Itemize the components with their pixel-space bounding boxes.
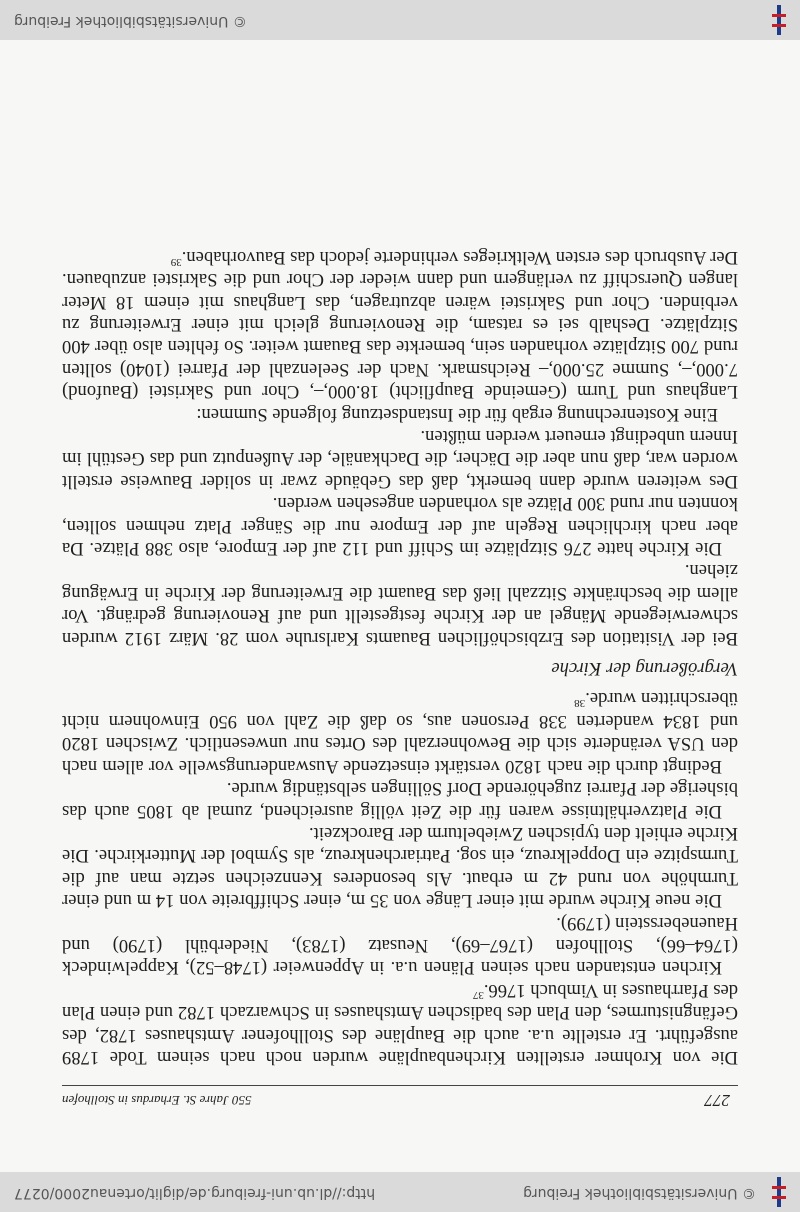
- paragraph: Kirchen entstanden nach seinen Plänen u.a. in Appenweier (1748–52), Kappelwindeck (1764–66), Stollhofen (1767–69), Neusatz (1783), Niederbühl (1790) und Hauenebersstein (1799).: [62, 912, 738, 979]
- footnote-ref: 39: [170, 255, 182, 268]
- paragraph: Bedingt durch die nach 1820 verstärkt einsetzende Auswanderungswelle vor allem nach den USA veränderte sich die Bewohnerzahl des Ortes nur unwesentlich. Zwischen 1820 und 1834 wanderten 338 Personen aus, so daß die Zahl von 950 Einwohnern nicht überschritten wurde.$^{38}$: [62, 688, 738, 777]
- paragraph: Die Platzverhältnisse waren für die Zeit völlig ausreichend, zumal ab 1805 auch das bisherige der Pfarrei zugehörende Dorf Söllingen selbständig wurde.: [62, 778, 738, 822]
- paragraph: Bei der Visitation des Erzbischöflichen Bauamts Karlsruhe vom 28. März 1912 wurden schwerwiegende Mängel an der Kirche festgestellt und auf Renovierung gedrängt. Vor allem die beschränkte Sitzzahl ließ das Bauamt die Erweiterung der Kirche in Erwägung ziehen.: [62, 560, 738, 649]
- paragraph: Eine Kostenrechnung ergab für die Instandsetzung folgende Summen:: [196, 403, 718, 425]
- paragraph: Die neue Kirche wurde mit einer Länge von 35 m, einer Schiffbreite von 14 m und einer Turmhöhe von rund 42 m erbaut. Als besonderes Kennzeichen setzte man auf die Turmspitze ein Doppelkreuz, ein sog. Patriarchenkreuz, als Symbol der Mutterkirche. Die Kirche erhielt den typischen Zwiebelturm der Barockzeit.: [62, 822, 738, 912]
- running-head: 550 Jahre St. Erhardus in Stollhofen: [62, 1093, 252, 1108]
- ub-freiburg-logo-icon: [772, 5, 786, 35]
- source-url-link[interactable]: http://dl.ub.uni-freiburg.de/diglit/ortenau2000/0277: [14, 1185, 376, 1201]
- paragraph: Die Kirche hatte 276 Sitzplätze im Schiff und 112 auf der Empore, also 388 Plätze. Da aber nach kirchlichen Regeln auf der Empore nur die Sänger Platz nehmen sollten, konnten nur rund 300 Plätze als vorhanden angesehen werden.: [62, 493, 738, 560]
- body-text: [62, 245, 738, 1068]
- document-page: [62, 62, 738, 1152]
- page-header: [62, 1086, 738, 1110]
- bottom-bar: [0, 0, 800, 40]
- header-rule: [62, 1085, 738, 1086]
- source-bar: [0, 1172, 800, 1212]
- copyright-text: © Universitätsbibliothek Freiburg: [14, 13, 247, 29]
- copyright-text: © Universitätsbibliothek Freiburg: [523, 1185, 756, 1201]
- paragraph: Langhaus und Turm (Gemeinde Baupflicht) 18.000,–, Chor und Sakristei (Baufond) 7.000,–, Summe 25.000,– Reichsmark. Nach der Seelenzahl der Pfarrei (1040) sollten rund 700 Sitzplätze vorhanden sein, bemerkte das Bauamt weiter. So fehlten also über 400 Sitzplätze. Deshalb sei es ratsam, die Renovierung gleich mit einer Erweiterung zu verbinden. Chor und Sakristei wären abzutragen, das Langhaus mit einem 18 Meter langen Querschiff zu verlängern und dann wieder der Chor und die Sakristei anzubauen. Der Ausbruch des ersten Weltkrieges verhinderte jedoch das Bauvorhaben.$^{39}$: [62, 246, 738, 403]
- footnote-ref: 37: [472, 988, 484, 1001]
- paragraph: Des weiteren wurde dann bemerkt, daß das Gebäude zwar in solider Bauweise erstellt worden war, daß nun aber die Dächer, die Dachkanäle, der Außenputz und das Gestühl im Innern unbedingt erneuert werden müßten.: [62, 426, 738, 492]
- page-number: 277: [704, 1091, 730, 1110]
- ub-freiburg-logo-icon: [772, 1177, 786, 1207]
- paragraph: Die von Krohmer erstellten Kirchenbaupläne wurden noch nach seinem Tode 1789 ausgeführt. Er erstellte u.a. auch die Baupläne des Stollhofener Amtshauses 1782, des Gefängnisturmes, den Plan des badischen Amtshauses in Schwarzach 1782 und einen Plan des Pfarrhauses in Vimbuch 1766.37: [62, 979, 738, 1068]
- section-heading: Vergrößerung der Kirche: [551, 658, 738, 680]
- footnote-ref: 38: [574, 697, 586, 710]
